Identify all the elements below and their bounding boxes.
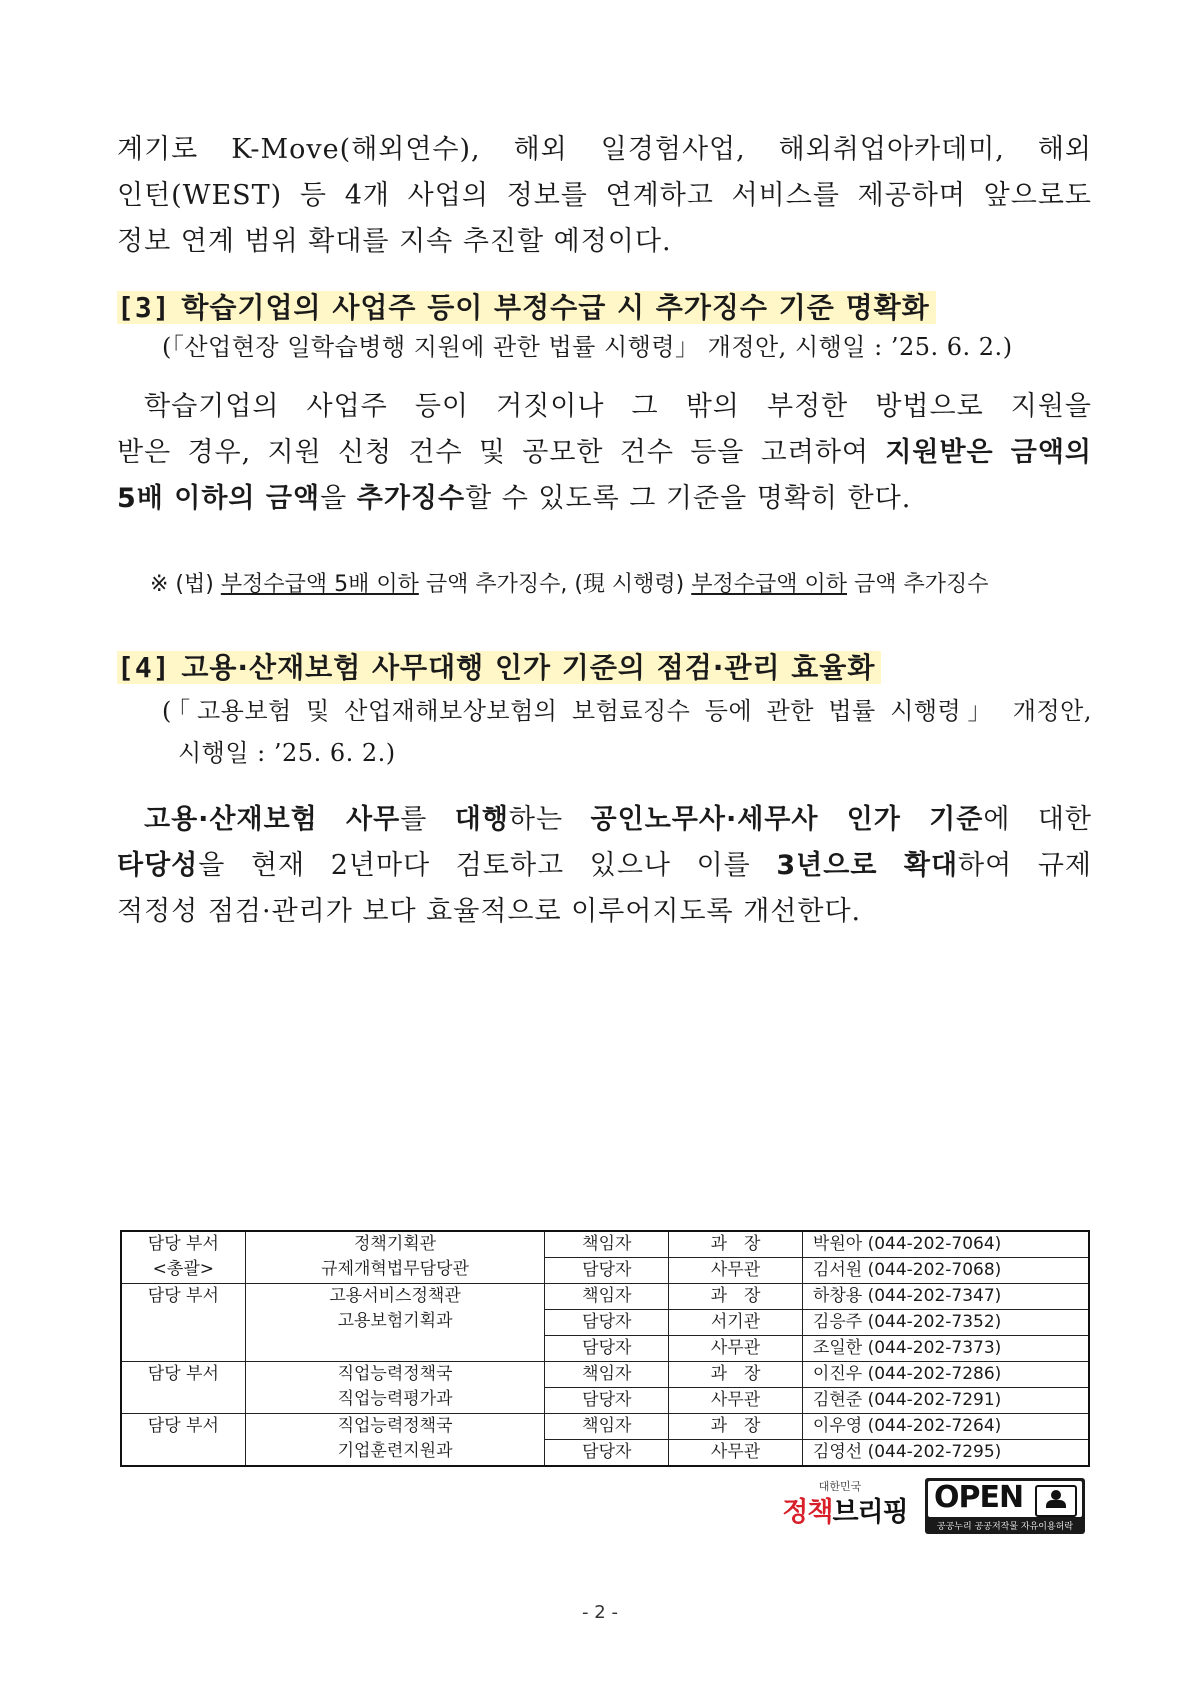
person-cell: 이진우 (044-202-7286) (802, 1362, 1089, 1388)
bold-phrase: 공인노무사·세무사 인가 기준 (590, 804, 984, 835)
role-cell: 책임자 (545, 1414, 669, 1440)
role-cell: 담당자 (545, 1258, 669, 1284)
footer-logos (780, 1478, 1090, 1538)
body-text: 을 현재 2년마다 검토하고 있으나 이를 (198, 850, 777, 881)
title-cell: 과 장 (669, 1231, 803, 1258)
dept-cell (121, 1414, 245, 1467)
bold-phrase: 대행 (454, 804, 509, 835)
section-4-body-line-2 (117, 843, 1092, 889)
role-cell: 담당자 (545, 1336, 669, 1362)
body-text: 을 (320, 483, 357, 514)
note-middle: 금액 추가징수, (現 시행령) (418, 572, 692, 597)
logo-red-text: 정책 (782, 1497, 833, 1528)
body-text: 하는 (508, 804, 591, 835)
dept-label: 담당 부서 (147, 1286, 219, 1306)
person-cell: 박원아 (044-202-7064) (802, 1231, 1089, 1258)
section-4-body (117, 797, 1092, 935)
intro-paragraph (117, 127, 1092, 265)
section-3-heading (117, 288, 936, 328)
section-3-subtitle (162, 326, 1092, 368)
office-name: 직업능력정책국 (337, 1416, 453, 1436)
open-label: OPEN (934, 1480, 1024, 1515)
body-text: 할 수 있도록 그 기준을 명확히 한다. (465, 483, 912, 514)
role-cell: 책임자 (545, 1362, 669, 1388)
bold-phrase: 고용·산재보험 사무 (144, 804, 401, 835)
title-cell: 사무관 (669, 1388, 803, 1414)
title-cell: 사무관 (669, 1258, 803, 1284)
section-3-body-line-2 (117, 430, 1092, 476)
intro-line-1: 계기로 K-Move(해외연수), 해외 일경험사업, 해외취업아카데미, 해외 (117, 134, 1092, 165)
role-cell: 담당자 (545, 1310, 669, 1336)
division-name: 규제개혁법무담당관 (321, 1259, 469, 1279)
section-4-body-line-3: 적정성 점검·관리가 보다 효율적으로 이루어지도록 개선한다. (117, 896, 862, 927)
person-cell: 조일한 (044-202-7373) (802, 1336, 1089, 1362)
person-cell: 하창용 (044-202-7347) (802, 1284, 1089, 1310)
division-name: 고용보험기획과 (337, 1311, 453, 1331)
division-name: 기업훈련지원과 (337, 1441, 453, 1461)
dept-cell (121, 1284, 245, 1362)
section-3-body (117, 384, 1092, 522)
section-3-title: 학습기업의 사업주 등이 부정수급 시 추가징수 기준 명확화 (181, 291, 930, 324)
role-cell: 책임자 (545, 1284, 669, 1310)
body-text: 에 대한 (983, 804, 1093, 835)
bold-phrase: 3년으로 확대 (776, 850, 959, 881)
table-row (121, 1231, 1089, 1258)
person-cell: 김현준 (044-202-7291) (802, 1388, 1089, 1414)
bold-phrase: 5배 이하의 금액 (117, 483, 321, 514)
section-4-subtitle-line-1: (「고용보험 및 산업재해보상보험의 보험료징수 등에 관한 법률 시행령」 개정안, (162, 697, 1092, 725)
section-3-body-line-1: 학습기업의 사업주 등이 거짓이나 그 밖의 부정한 방법으로 지원을 (144, 391, 1092, 422)
person-cell: 김영선 (044-202-7295) (802, 1440, 1089, 1467)
policy-briefing-logo-caption: 대한민국 (818, 1480, 862, 1493)
office-cell (245, 1231, 545, 1284)
section-3-note (150, 568, 989, 602)
title-cell: 서기관 (669, 1310, 803, 1336)
title-cell: 과 장 (669, 1414, 803, 1440)
section-3-number: [3] (117, 291, 171, 324)
title-cell: 과 장 (669, 1284, 803, 1310)
intro-line-3: 정보 연계 범위 확대를 지속 추진할 예정이다. (117, 226, 672, 257)
section-4-subtitle-line-2: 시행일 : ’25. 6. 2.) (178, 739, 396, 767)
section-4-subtitle (162, 690, 1092, 774)
dept-sublabel: <총괄> (152, 1259, 214, 1279)
note-underline-2: 부정수급액 이하 (691, 572, 848, 597)
logo-text: 브리핑 (832, 1497, 908, 1528)
office-cell (245, 1414, 545, 1467)
dept-label: 담당 부서 (147, 1416, 219, 1436)
table-row (121, 1362, 1089, 1388)
dept-cell (121, 1231, 245, 1284)
table-row (121, 1414, 1089, 1440)
office-cell (245, 1284, 545, 1362)
bold-phrase: 추가징수 (356, 483, 466, 514)
body-text: 를 (400, 804, 455, 835)
office-name: 고용서비스정책관 (329, 1286, 461, 1306)
section-4-number: [4] (117, 651, 171, 684)
page-number: - 2 - (582, 1602, 618, 1623)
section-4-body-line-1 (117, 797, 1092, 843)
dept-label: 담당 부서 (147, 1364, 219, 1384)
note-prefix: ※ (법) (150, 572, 221, 597)
section-3-body-line-3 (117, 476, 1092, 522)
note-suffix: 금액 추가징수 (847, 572, 989, 597)
title-cell: 과 장 (669, 1362, 803, 1388)
title-cell: 사무관 (669, 1440, 803, 1467)
role-cell: 책임자 (545, 1231, 669, 1258)
division-name: 직업능력평가과 (337, 1389, 453, 1409)
body-text: 받은 경우, 지원 신청 건수 및 공모한 건수 등을 고려하여 (117, 437, 886, 468)
bold-phrase: 지원받은 금액의 (885, 437, 1092, 468)
note-underline-1: 부정수급액 5배 이하 (220, 572, 419, 597)
office-name: 직업능력정책국 (337, 1364, 453, 1384)
kogl-open-license-badge (925, 1478, 1085, 1534)
person-cell: 김서원 (044-202-7068) (802, 1258, 1089, 1284)
role-cell: 담당자 (545, 1440, 669, 1467)
table-row (121, 1284, 1089, 1310)
bold-phrase: 타당성 (117, 850, 199, 881)
attribution-icon (1035, 1485, 1077, 1517)
policy-briefing-logo (780, 1490, 910, 1529)
person-cell: 이우영 (044-202-7264) (802, 1414, 1089, 1440)
contacts-table (120, 1230, 1090, 1467)
section-3-subtitle-text: (「산업현장 일학습병행 지원에 관한 법률 시행령」 개정안, 시행일 : ’25. 6. 2.) (162, 333, 1013, 361)
person-cell: 김응주 (044-202-7352) (802, 1310, 1089, 1336)
body-text: 하여 규제 (958, 850, 1092, 881)
office-name: 정책기획관 (353, 1234, 437, 1254)
intro-line-2: 인턴(WEST) 등 4개 사업의 정보를 연계하고 서비스를 제공하며 앞으로도 (117, 180, 1092, 211)
dept-label: 담당 부서 (147, 1234, 219, 1254)
section-4-heading (117, 648, 881, 688)
section-4-title: 고용·산재보험 사무대행 인가 기준의 점검·관리 효율화 (181, 651, 876, 684)
open-license-caption: 공공누리 공공저작물 자유이용허락 (936, 1522, 1074, 1532)
role-cell: 담당자 (545, 1388, 669, 1414)
dept-cell (121, 1362, 245, 1414)
title-cell: 사무관 (669, 1336, 803, 1362)
office-cell (245, 1362, 545, 1414)
